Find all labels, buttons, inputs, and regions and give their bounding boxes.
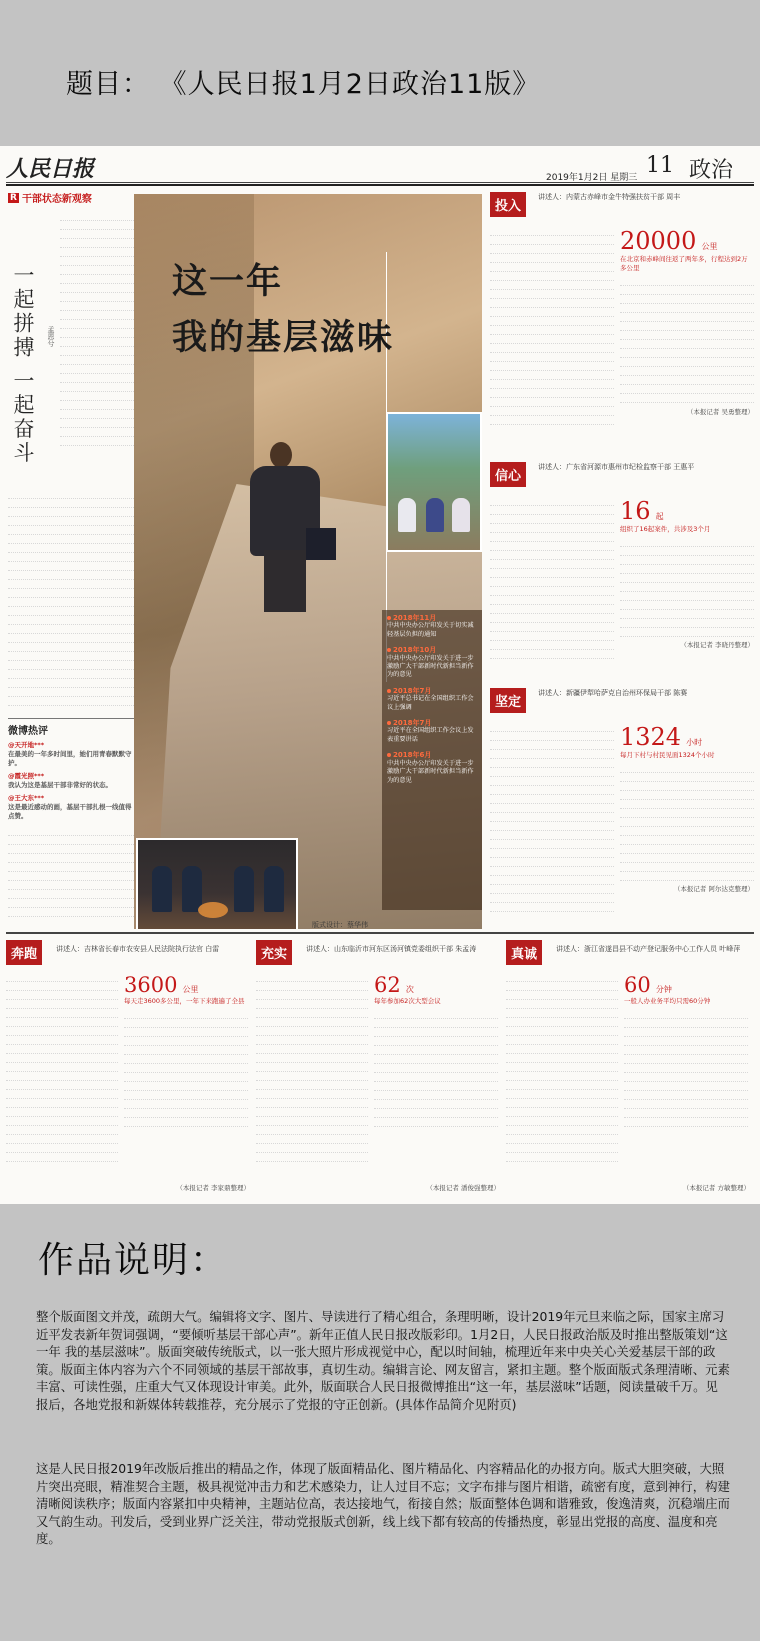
story-body-text <box>490 497 614 667</box>
issue-date: 2019年1月2日 星期三 <box>546 173 638 183</box>
left-headline: 一起拼搏 一起奋斗 <box>11 264 35 466</box>
page-number: 11 <box>646 153 674 178</box>
story-number-note: 在北京和赤峰间往返了两年多，行程达到2万多公里 <box>620 255 748 272</box>
story-card <box>490 688 754 928</box>
weibo-comment <box>8 772 134 790</box>
story-speaker: 讲述人：广东省河源市惠州市纪检监察干部 王惠平 <box>538 463 695 471</box>
left-body-text-top <box>60 212 134 452</box>
story-card <box>490 462 754 680</box>
story-speaker: 讲述人：山东临沂市河东区汤河镇党委组织干部 朱孟涛 <box>306 945 477 953</box>
photo-credit: 版式设计：蔡华伟 <box>312 921 368 929</box>
timeline-dot-icon <box>387 689 391 693</box>
explanation-heading: 作品说明： <box>38 1240 229 1281</box>
story-tag: 充实 <box>256 940 292 965</box>
weibo-text: 这是最近感动的画，基层干部扎根一线值得点赞。 <box>8 803 132 820</box>
story-speaker: 讲述人：内蒙古赤峰市金牛特强扶贫干部 周丰 <box>538 193 681 201</box>
weibo-more-text <box>8 827 134 927</box>
story-reporter: （本报记者 阿尔达克整理） <box>673 885 754 893</box>
masthead-rule <box>6 182 754 183</box>
section-name: 政治 <box>689 158 734 183</box>
page-title: 题目： 《人民日报1月2日政治11版》 <box>66 69 541 100</box>
weibo-comment <box>8 741 134 768</box>
story-reporter: （本报记者 吴勇整理） <box>686 408 754 416</box>
explanation-paragraph-2: 这是人民日报2019年改版后推出的精品之作，体现了版面精品化、图片精品化、内容精品化的办报方向。版式大胆突破，大照片突出亮眼，精准契合主题，极具视觉冲击力和艺术感染力，让人过目不忘；文字布排与图片相谐，疏密有度，意到神行，构建清晰阅读秩序；版面内容紧扣中央精神，主题站位高，表达接地气，衔接自然；版面整体色调和谐雅致，俊逸清爽，沉稳端庄而又气韵生动。刊发后，受到业界广泛关注，带动党报版式创新，线上线下都有较高的传播热度，彰显出党报的高度、温度和亮度。 <box>36 1461 730 1546</box>
story-unit: 小时 <box>686 738 703 747</box>
inset-photo-fireside <box>136 838 298 929</box>
story-unit: 公里 <box>701 242 718 251</box>
story-tag: 奔跑 <box>6 940 42 965</box>
weibo-user: @霞光照*** <box>8 772 45 780</box>
story-reporter: （本报记者 李晓丹整理） <box>680 641 754 649</box>
story-body-text <box>620 764 754 882</box>
story-speaker: 讲述人：浙江省遂昌县不动产登记服务中心工作人员 叶峰萍 <box>556 945 741 953</box>
story-body-text <box>624 1010 748 1130</box>
masthead <box>6 150 754 186</box>
main-headline <box>172 254 394 366</box>
story-body-text <box>256 973 368 1163</box>
story-reporter: （本报记者 潘俊强整理） <box>426 1184 500 1192</box>
fire-icon <box>198 902 228 918</box>
inset-photo-villagers <box>386 412 482 552</box>
weibo-section <box>8 718 134 927</box>
story-number-note: 每天走3600多公里，一年下来跑遍了全县 <box>124 997 245 1005</box>
timeline-dot-icon <box>387 753 391 757</box>
left-author: 孟恩兮 <box>47 326 55 347</box>
right-column <box>490 192 754 932</box>
story-number-note: 每月下村与村民见面1324个小时 <box>620 751 715 759</box>
timeline-item: 2018年7月 习近平在全国组织工作会议上发表重要讲话 <box>387 719 474 743</box>
story-body-text <box>620 277 754 405</box>
timeline-item: 2018年6月 中共中央办公厅印发关于进一步激励广大干部新时代新担当新作为的意见 <box>387 751 474 784</box>
work-explanation <box>0 1204 760 1641</box>
timeline-item: 2018年7月 习近平总书记在全国组织工作会议上强调 <box>387 686 474 711</box>
story-number-note: 组织了16起案件，共涉及3个月 <box>620 525 711 533</box>
story-card <box>490 192 754 454</box>
story-body-text <box>124 1010 248 1130</box>
story-number: 3600 <box>124 973 178 997</box>
weibo-comment <box>8 794 134 821</box>
weibo-text: 我认为这是基层干部非常好的状态。 <box>8 781 112 789</box>
story-number-note: 每年参加62次大型会议 <box>374 997 441 1005</box>
weibo-user: @王大东*** <box>8 794 45 802</box>
title-band <box>0 0 760 146</box>
story-tag: 投入 <box>490 192 526 217</box>
main-headline-line2: 我的基层滋味 <box>172 317 395 358</box>
story-number: 20000 <box>620 227 697 255</box>
story-tag: 坚定 <box>490 688 526 713</box>
timeline-dot-icon <box>387 616 391 620</box>
story-unit: 次 <box>405 985 414 994</box>
story-body-text <box>620 538 754 638</box>
weibo-title: 微博热评 <box>8 726 48 737</box>
story-unit: 公里 <box>182 985 199 994</box>
story-card <box>6 940 250 1192</box>
story-body-text <box>374 1010 498 1130</box>
cadre-figure <box>230 442 340 622</box>
newspaper-page <box>0 146 760 1204</box>
story-reporter: （本报记者 李家鼎整理） <box>176 1184 250 1192</box>
policy-timeline <box>382 610 482 910</box>
column-tag-icon: R <box>10 192 17 203</box>
story-body-text <box>490 723 614 913</box>
story-card <box>256 940 500 1192</box>
weibo-user: @天开地*** <box>8 741 45 749</box>
story-unit: 起 <box>655 512 664 521</box>
story-number: 16 <box>620 497 651 525</box>
story-number: 62 <box>374 973 401 997</box>
timeline-item: 2018年11月 中共中央办公厅印发关于切实减轻基层负担的通知 <box>387 614 474 638</box>
column-tag-label: 干部状态新观察 <box>21 194 92 205</box>
story-body-text <box>6 973 118 1163</box>
left-body-text <box>8 490 134 710</box>
story-number: 60 <box>624 973 651 997</box>
story-tag: 真诚 <box>506 940 542 965</box>
story-number-note: 一般人办业务平均只需60分钟 <box>624 997 711 1005</box>
story-body-text <box>490 227 614 427</box>
story-reporter: （本报记者 方敏整理） <box>682 1184 750 1192</box>
main-photo <box>134 194 482 929</box>
story-speaker: 讲述人：吉林省长春市农安县人民法院执行法官 白雷 <box>56 945 220 953</box>
story-unit: 分钟 <box>655 985 672 994</box>
bottom-stories <box>6 932 754 1194</box>
weibo-text: 在最美的一年多时间里，她们用青春默默守护。 <box>8 750 132 767</box>
story-number: 1324 <box>620 723 682 751</box>
story-card <box>506 940 750 1192</box>
column-tag <box>8 190 134 205</box>
timeline-item: 2018年10月 中共中央办公厅印发关于进一步激励广大干部新时代新担当新作为的意见 <box>387 646 474 679</box>
newspaper-logo: 人民日报 <box>6 156 95 182</box>
timeline-dot-icon <box>387 721 391 725</box>
explanation-paragraph-1: 整个版面图文并茂，疏朗大气。编辑将文字、图片、导读进行了精心组合，条理明晰，设计2019年元旦来临之际，国家主席习近平发表新年贺词强调，“要倾听基层干部心声”。新年正值人民日报改版彩印。1月2日，人民日报政治版及时推出整版策划“这一年 我的基层滋味”。版面突破传统版式，以一张大照片形成视觉中心，配以时间轴，梳理近年来中央关心关爱基层干部的政策。版面主体内容为六个不同领域的基层干部故事，真切生动。编辑言论、网友留言，紧扣主题。整个版面版式条理清晰、元素丰富、可读性强，庄重大气又体现设计审美。此外，版面联合人民日报微博推出“这一年，基层滋味”话题，阅读量破千万。见报后，各地党报和新媒体转载推荐，充分展示了党报的守正创新。(具体作品简介见附页) <box>36 1309 730 1412</box>
story-tag: 信心 <box>490 462 526 487</box>
story-body-text <box>506 973 618 1163</box>
briefcase-icon <box>306 528 336 560</box>
timeline-dot-icon <box>387 648 391 652</box>
left-column <box>8 190 134 990</box>
main-headline-line1: 这一年 <box>172 261 284 302</box>
story-speaker: 讲述人：新疆伊犁哈萨克自治州环保局干部 陈赛 <box>538 689 688 697</box>
